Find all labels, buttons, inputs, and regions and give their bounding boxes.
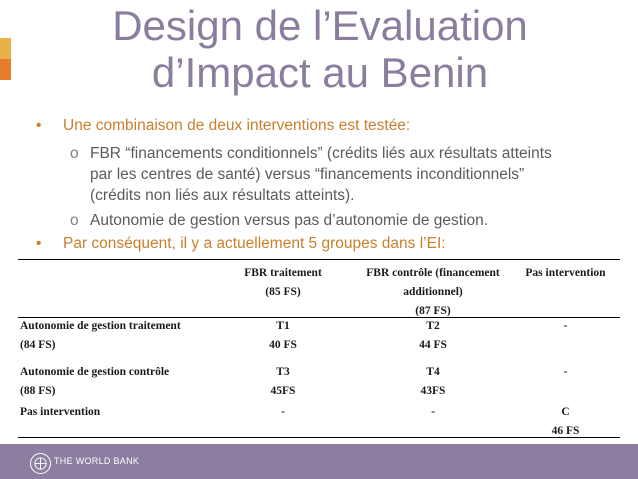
- table-row-label: Autonomie de gestion traitement (84 FS): [20, 320, 181, 351]
- sub-bullet-mark: o: [70, 145, 79, 162]
- sub-bullet-2-text: Autonomie de gestion versus pas d’autonomie de gestion.: [90, 212, 489, 229]
- table-cell: T2 44 FS: [419, 320, 447, 351]
- slide-title-line2: d’Impact au Benin: [151, 49, 489, 96]
- table-cell: -: [563, 366, 568, 378]
- table-cell: -: [431, 406, 435, 418]
- table-cell: T1 40 FS: [269, 320, 297, 351]
- sub-bullet-1-line: FBR “financements conditionnels” (crédits liés aux résultats atteints: [90, 145, 552, 162]
- sub-bullet-1-line: (crédits non liés aux résultats atteints).: [90, 187, 355, 204]
- world-bank-globe-icon: [30, 453, 51, 474]
- table-row-label: Autonomie de gestion contrôle (88 FS): [20, 366, 170, 397]
- accent-bar: [0, 38, 11, 80]
- bullet-mark: •: [36, 117, 42, 134]
- slide-title-line1: Design de l’Evaluation: [112, 2, 528, 49]
- col-header-fbr-controle: FBR contrôle (financement additionnel) (87 FS): [366, 267, 500, 317]
- col-header-fbr-traitement: FBR traitement (85 FS): [244, 267, 322, 298]
- sub-bullet-mark: o: [70, 212, 79, 229]
- bullet-2-text: Par conséquent, il y a actuellement 5 groupes dans l’EI:: [63, 235, 446, 252]
- bullet-1-text: Une combinaison de deux interventions est testée:: [63, 117, 411, 134]
- table-top-rule: [18, 259, 620, 260]
- table-cell: -: [563, 320, 568, 332]
- accent-bar-top: [0, 38, 11, 59]
- table-cell: C 46 FS: [551, 406, 580, 437]
- table-bottom-rule: [18, 437, 620, 438]
- col-header-pas-intervention: Pas intervention: [525, 267, 606, 279]
- table-row-label: Pas intervention: [20, 406, 101, 418]
- sub-bullet-1-line: par les centres de santé) versus “financements inconditionnels”: [90, 166, 525, 183]
- sub-bullet-1-text: [90, 143, 610, 206]
- table-cell: T4 43FS: [420, 366, 446, 397]
- table-cell: T3 45FS: [270, 366, 296, 397]
- world-bank-logo-text: THE WORLD BANK: [54, 456, 140, 466]
- slide-title: [40, 2, 600, 96]
- bullet-mark: •: [36, 235, 42, 252]
- accent-bar-bottom: [0, 59, 11, 80]
- table-cell: -: [281, 406, 285, 418]
- groups-table: [18, 259, 620, 438]
